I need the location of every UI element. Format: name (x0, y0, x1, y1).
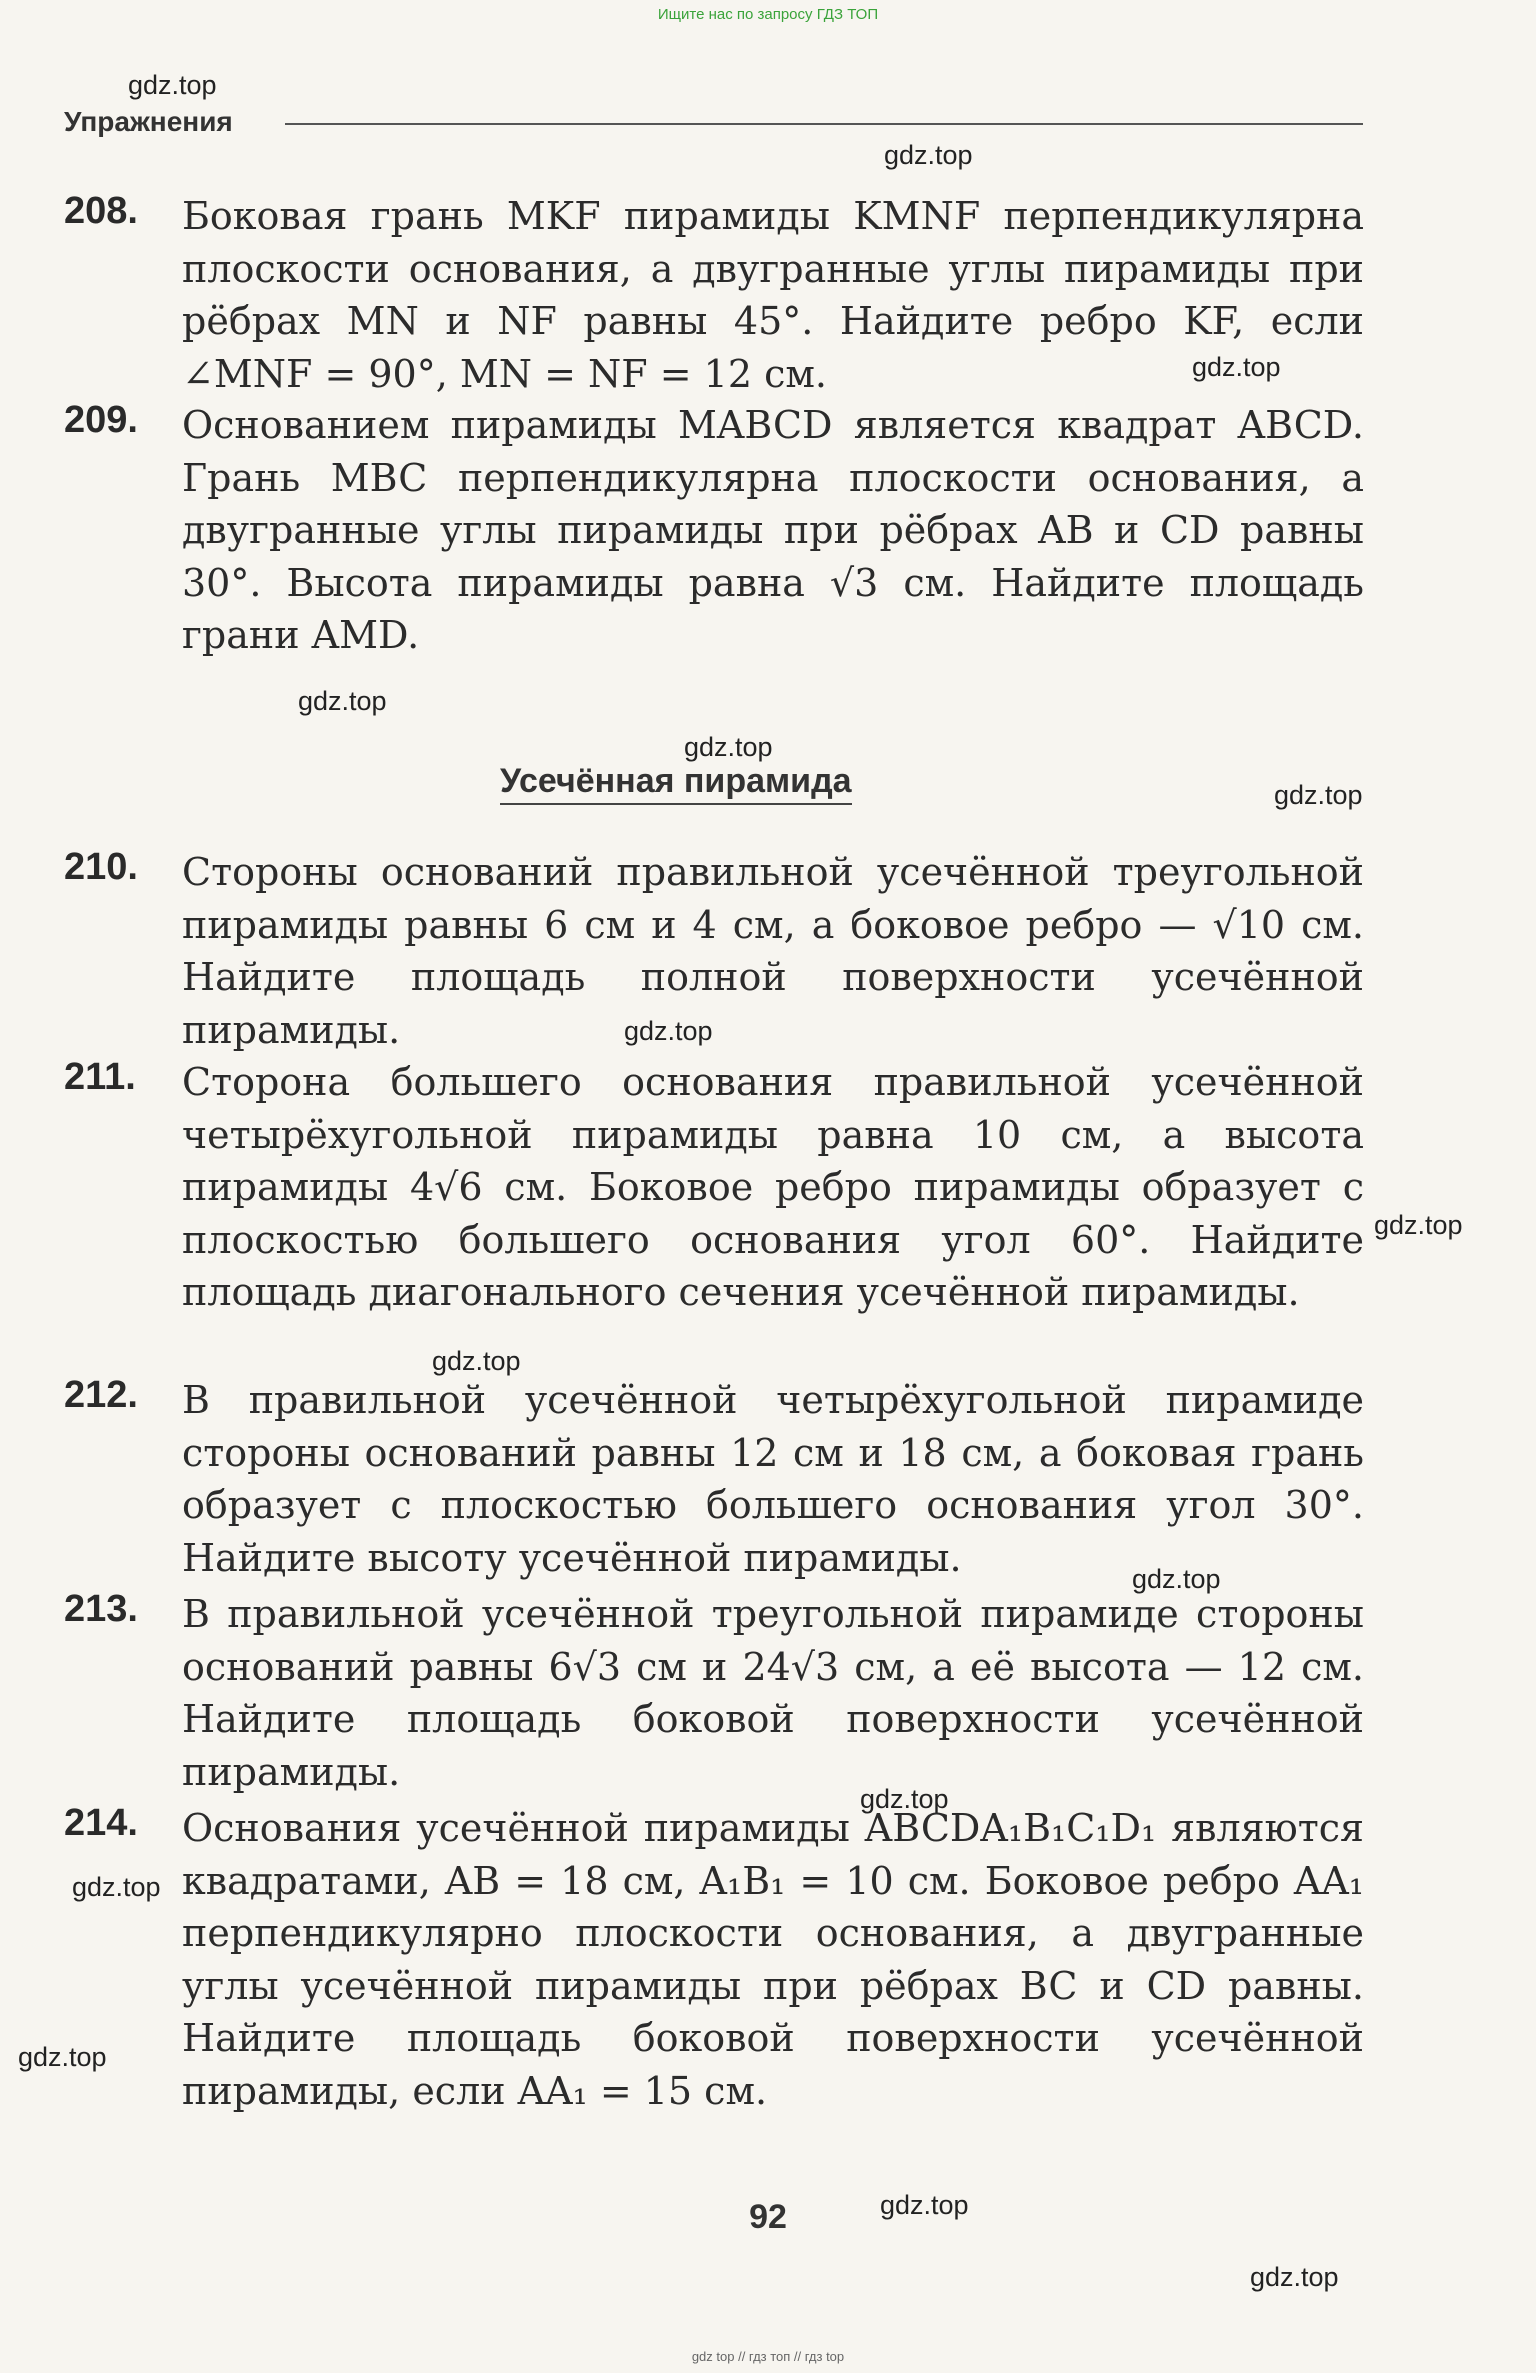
problem-211 (64, 1056, 1364, 1319)
problem-210 (64, 846, 1364, 1056)
section-heading: Упражнения (64, 106, 233, 137)
footer-banner: gdz top // гдз топ // гдз top (691, 2349, 845, 2364)
watermark: gdz.top (1250, 2262, 1339, 2292)
problem-number: 210. (64, 846, 138, 888)
problem-text: В правильной усечённой четырёхугольной пирамиде стороны оснований равны 12 см и 18 см, а боковая грань образует с плоскостью большего основания угол 30°. Найдите высоту усечённой пирамиды. (182, 1378, 1364, 1580)
problem-number: 208. (64, 190, 138, 232)
problem-213 (64, 1588, 1364, 1798)
watermark: gdz.top (1132, 1564, 1221, 1594)
watermark: gdz.top (128, 70, 217, 100)
subsection-title: Усечённая пирамида (500, 762, 852, 805)
problem-text: В правильной усечённой треугольной пирамиде стороны оснований равны 6√3 см и 24√3 см, а её высота — 12 см. Найдите площадь боковой поверхности усечённой пирамиды. (182, 1592, 1364, 1794)
watermark: gdz.top (1274, 780, 1363, 810)
watermark: gdz.top (884, 140, 973, 170)
problem-number: 211. (64, 1056, 136, 1098)
problem-text: Боковая грань MKF пирамиды KMNF перпендикулярна плоскости основания, а двугранные углы пирамиды при рёбрах MN и NF равны 45°. Найдите ребро KF, если ∠MNF = 90°, MN = NF = 12 см. (182, 194, 1364, 396)
page-number: 92 (749, 2198, 787, 2236)
watermark: gdz.top (1374, 1210, 1463, 1240)
section-divider (285, 123, 1363, 125)
watermark: gdz.top (880, 2190, 969, 2220)
watermark: gdz.top (72, 1872, 161, 1902)
watermark: gdz.top (298, 686, 387, 716)
problem-number: 214. (64, 1802, 138, 1844)
watermark: gdz.top (432, 1346, 521, 1376)
watermark: gdz.top (18, 2042, 107, 2072)
watermark: gdz.top (1192, 352, 1281, 382)
problem-text: Стороны оснований правильной усечённой треугольной пирамиды равны 6 см и 4 см, а боковое ребро — √10 см. Найдите площадь полной поверхности усечённой пирамиды. (182, 850, 1364, 1052)
top-banner: Ищите нас по запросу ГДЗ ТОП (657, 6, 879, 23)
problem-214 (64, 1802, 1364, 2117)
problem-number: 212. (64, 1374, 138, 1416)
problem-212 (64, 1374, 1364, 1584)
watermark: gdz.top (624, 1016, 713, 1046)
problem-text: Сторона большего основания правильной усечённой четырёхугольной пирамиды равна 10 см, а высота пирамиды 4√6 см. Боковое ребро пирамиды образует с плоскостью большего основания угол 60°. Найдите площадь диагонального сечения усечённой пирамиды. (182, 1060, 1364, 1314)
watermark: gdz.top (684, 732, 773, 762)
problem-text: Основания усечённой пирамиды ABCDA₁B₁C₁D₁ являются квадратами, AB = 18 см, A₁B₁ = 10 см. Боковое ребро AA₁ перпендикулярно плоскости основания, а двугранные углы усечённой пирамиды при рёбрах BC и CD равны. Найдите площадь боковой поверхности усечённой пирамиды, если AA₁ = 15 см. (182, 1806, 1364, 2113)
problem-209 (64, 399, 1364, 662)
watermark: gdz.top (860, 1784, 949, 1814)
problem-text: Основанием пирамиды MABCD является квадрат ABCD. Грань MBC перпендикулярна плоскости основания, а двугранные углы пирамиды при рёбрах AB и CD равны 30°. Высота пирамиды равна √3 см. Найдите площадь грани AMD. (182, 403, 1364, 657)
problem-number: 213. (64, 1588, 138, 1630)
problem-208 (64, 190, 1364, 400)
problem-number: 209. (64, 399, 138, 441)
